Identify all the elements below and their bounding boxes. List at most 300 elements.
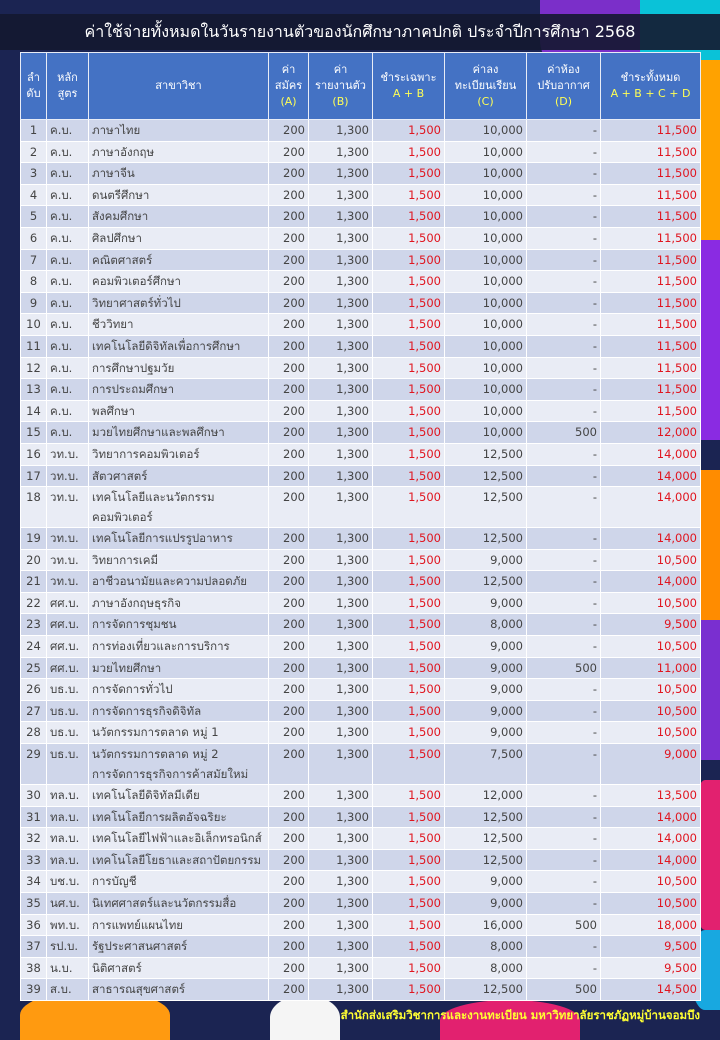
cell-total: 10,500 (601, 549, 701, 571)
cell-no: 13 (21, 379, 47, 401)
cell-total: 10,500 (601, 636, 701, 658)
page-title: ค่าใช้จ่ายทั้งหมดในวันรายงานตัวของนักศึกษาภาคปกติ ประจำปีการศึกษา 2568 (0, 14, 720, 50)
cell-course: ทล.บ. (47, 849, 89, 871)
cell-aircon-fee: - (527, 314, 601, 336)
cell-report-fee: 1,300 (309, 400, 373, 422)
cell-aircon-fee: - (527, 744, 601, 785)
cell-tuition: 9,000 (445, 592, 527, 614)
cell-no: 31 (21, 806, 47, 828)
cell-subtotal-ab: 1,500 (373, 979, 445, 1001)
cell-application-fee: 200 (269, 957, 309, 979)
cell-report-fee: 1,300 (309, 571, 373, 593)
cell-course: ศศ.บ. (47, 636, 89, 658)
cell-major: สาธารณสุขศาสตร์ (89, 979, 269, 1001)
cell-application-fee: 200 (269, 487, 309, 528)
cell-report-fee: 1,300 (309, 636, 373, 658)
cell-application-fee: 200 (269, 806, 309, 828)
cell-aircon-fee: - (527, 163, 601, 185)
table-row (21, 400, 701, 422)
cell-tuition: 10,000 (445, 314, 527, 336)
cell-report-fee: 1,300 (309, 528, 373, 550)
cell-tuition: 10,000 (445, 249, 527, 271)
cell-course: ค.บ. (47, 184, 89, 206)
cell-major: วิทยาการคอมพิวเตอร์ (89, 443, 269, 465)
cell-subtotal-ab: 1,500 (373, 785, 445, 807)
cell-aircon-fee: - (527, 549, 601, 571)
cell-report-fee: 1,300 (309, 465, 373, 487)
cell-aircon-fee: - (527, 292, 601, 314)
cell-aircon-fee: - (527, 806, 601, 828)
table-row (21, 657, 701, 679)
cell-no: 7 (21, 249, 47, 271)
cell-major: สังคมศึกษา (89, 206, 269, 228)
cell-no: 17 (21, 465, 47, 487)
cell-aircon-fee: - (527, 957, 601, 979)
cell-total: 10,500 (601, 700, 701, 722)
cell-course: ส.บ. (47, 979, 89, 1001)
cell-no: 8 (21, 271, 47, 293)
cell-total: 11,500 (601, 120, 701, 142)
cell-no: 21 (21, 571, 47, 593)
cell-no: 25 (21, 657, 47, 679)
cell-tuition: 9,000 (445, 722, 527, 744)
table-row (21, 465, 701, 487)
cell-aircon-fee: - (527, 487, 601, 528)
cell-aircon-fee: - (527, 636, 601, 658)
cell-no: 35 (21, 893, 47, 915)
cell-no: 6 (21, 227, 47, 249)
cell-course: ค.บ. (47, 400, 89, 422)
header-a: ค่า สมัคร (A) (269, 53, 309, 120)
cell-subtotal-ab: 1,500 (373, 487, 445, 528)
cell-course: ทล.บ. (47, 828, 89, 850)
cell-total: 11,500 (601, 206, 701, 228)
cell-total: 14,000 (601, 528, 701, 550)
cell-report-fee: 1,300 (309, 314, 373, 336)
cell-aircon-fee: - (527, 722, 601, 744)
table-row (21, 379, 701, 401)
cell-course: ศศ.บ. (47, 592, 89, 614)
cell-major: เทคโนโลยีดิจิทัลมีเดีย (89, 785, 269, 807)
cell-course: วท.บ. (47, 549, 89, 571)
table-row (21, 422, 701, 444)
cell-report-fee: 1,300 (309, 785, 373, 807)
cell-no: 3 (21, 163, 47, 185)
cell-major: รัฐประศาสนศาสตร์ (89, 936, 269, 958)
cell-major: การประถมศึกษา (89, 379, 269, 401)
table-body (21, 120, 701, 1001)
table-row (21, 592, 701, 614)
cell-aircon-fee: - (527, 679, 601, 701)
cell-application-fee: 200 (269, 979, 309, 1001)
cell-application-fee: 200 (269, 679, 309, 701)
cell-total: 11,500 (601, 292, 701, 314)
header-no: ลำ ดับ (21, 53, 47, 120)
cell-aircon-fee: - (527, 936, 601, 958)
cell-aircon-fee: - (527, 400, 601, 422)
cell-subtotal-ab: 1,500 (373, 849, 445, 871)
table-row (21, 828, 701, 850)
cell-course: บช.บ. (47, 871, 89, 893)
table-row (21, 722, 701, 744)
cell-tuition: 8,000 (445, 957, 527, 979)
cell-application-fee: 200 (269, 120, 309, 142)
cell-application-fee: 200 (269, 636, 309, 658)
footer-credit: สำนักส่งเสริมวิชาการและงานทะเบียน มหาวิทยาลัยราชภัฏหมู่บ้านจอมบึง (340, 1007, 700, 1022)
cell-no: 26 (21, 679, 47, 701)
cell-course: ค.บ. (47, 422, 89, 444)
cell-aircon-fee: - (527, 249, 601, 271)
cell-tuition: 9,000 (445, 871, 527, 893)
cell-course: บธ.บ. (47, 679, 89, 701)
table-row (21, 849, 701, 871)
cell-report-fee: 1,300 (309, 614, 373, 636)
cell-subtotal-ab: 1,500 (373, 141, 445, 163)
cell-application-fee: 200 (269, 163, 309, 185)
cell-course: ค.บ. (47, 357, 89, 379)
cell-total: 11,500 (601, 271, 701, 293)
cell-subtotal-ab: 1,500 (373, 571, 445, 593)
cell-no: 12 (21, 357, 47, 379)
cell-no: 28 (21, 722, 47, 744)
cell-course: ค.บ. (47, 120, 89, 142)
cell-subtotal-ab: 1,500 (373, 465, 445, 487)
cell-aircon-fee: - (527, 614, 601, 636)
cell-aircon-fee: - (527, 335, 601, 357)
table-row (21, 744, 701, 785)
cell-major: ศิลปศึกษา (89, 227, 269, 249)
cell-subtotal-ab: 1,500 (373, 163, 445, 185)
cell-application-fee: 200 (269, 465, 309, 487)
cell-total: 9,500 (601, 957, 701, 979)
cell-major: การท่องเที่ยวและการบริการ (89, 636, 269, 658)
cell-tuition: 9,000 (445, 679, 527, 701)
table-row (21, 120, 701, 142)
cell-major: เทคโนโลยีโยธาและสถาปัตยกรรม (89, 849, 269, 871)
cell-no: 23 (21, 614, 47, 636)
cell-course: ทล.บ. (47, 806, 89, 828)
cell-course: ศศ.บ. (47, 657, 89, 679)
cell-major: ภาษาอังกฤษธุรกิจ (89, 592, 269, 614)
cell-course: ทล.บ. (47, 785, 89, 807)
cell-total: 10,500 (601, 592, 701, 614)
cell-no: 22 (21, 592, 47, 614)
cell-major: การจัดการธุรกิจดิจิทัล (89, 700, 269, 722)
cell-application-fee: 200 (269, 141, 309, 163)
cell-total: 11,500 (601, 379, 701, 401)
cell-no: 18 (21, 487, 47, 528)
header-d: ค่าห้อง ปรับอากาศ (D) (527, 53, 601, 120)
cell-tuition: 10,000 (445, 163, 527, 185)
cell-major: นวัตกรรมการตลาด หมู่ 2 การจัดการธุรกิจการค้าสมัยใหม่ (89, 744, 269, 785)
cell-tuition: 10,000 (445, 227, 527, 249)
cell-aircon-fee: - (527, 871, 601, 893)
cell-subtotal-ab: 1,500 (373, 936, 445, 958)
cell-aircon-fee: - (527, 184, 601, 206)
cell-major: สัตวศาสตร์ (89, 465, 269, 487)
cell-report-fee: 1,300 (309, 184, 373, 206)
cell-tuition: 10,000 (445, 184, 527, 206)
cell-major: นิเทศศาสตร์และนวัตกรรมสื่อ (89, 893, 269, 915)
cell-no: 29 (21, 744, 47, 785)
cell-major: นิติศาสตร์ (89, 957, 269, 979)
cell-course: พท.บ. (47, 914, 89, 936)
cell-subtotal-ab: 1,500 (373, 592, 445, 614)
cell-report-fee: 1,300 (309, 744, 373, 785)
cell-subtotal-ab: 1,500 (373, 914, 445, 936)
table-row (21, 785, 701, 807)
cell-no: 34 (21, 871, 47, 893)
table-row (21, 163, 701, 185)
cell-report-fee: 1,300 (309, 443, 373, 465)
table-row (21, 357, 701, 379)
cell-total: 10,500 (601, 679, 701, 701)
cell-major: คณิตศาสตร์ (89, 249, 269, 271)
header-ab: ชำระเฉพาะ A + B (373, 53, 445, 120)
cell-report-fee: 1,300 (309, 936, 373, 958)
cell-application-fee: 200 (269, 422, 309, 444)
cell-tuition: 8,000 (445, 936, 527, 958)
cell-total: 14,000 (601, 465, 701, 487)
cell-aircon-fee: - (527, 141, 601, 163)
cell-application-fee: 200 (269, 357, 309, 379)
cell-application-fee: 200 (269, 744, 309, 785)
cell-report-fee: 1,300 (309, 206, 373, 228)
cell-application-fee: 200 (269, 271, 309, 293)
cell-major: การศึกษาปฐมวัย (89, 357, 269, 379)
cell-report-fee: 1,300 (309, 957, 373, 979)
cell-no: 20 (21, 549, 47, 571)
cell-total: 11,500 (601, 249, 701, 271)
table-row (21, 314, 701, 336)
cell-aircon-fee: - (527, 893, 601, 915)
table-row (21, 914, 701, 936)
cell-subtotal-ab: 1,500 (373, 528, 445, 550)
cell-report-fee: 1,300 (309, 700, 373, 722)
cell-subtotal-ab: 1,500 (373, 227, 445, 249)
cell-tuition: 12,000 (445, 785, 527, 807)
cell-course: บธ.บ. (47, 744, 89, 785)
cell-subtotal-ab: 1,500 (373, 957, 445, 979)
cell-tuition: 16,000 (445, 914, 527, 936)
cell-total: 14,000 (601, 828, 701, 850)
cell-tuition: 12,500 (445, 806, 527, 828)
table-row (21, 636, 701, 658)
cell-aircon-fee: - (527, 592, 601, 614)
cell-major: มวยไทยศึกษา (89, 657, 269, 679)
cell-tuition: 10,000 (445, 379, 527, 401)
cell-major: พลศึกษา (89, 400, 269, 422)
header-row (21, 53, 701, 120)
cell-tuition: 12,500 (445, 849, 527, 871)
cell-subtotal-ab: 1,500 (373, 249, 445, 271)
cell-course: ค.บ. (47, 335, 89, 357)
cell-no: 38 (21, 957, 47, 979)
table-row (21, 487, 701, 528)
cell-total: 18,000 (601, 914, 701, 936)
cell-application-fee: 200 (269, 828, 309, 850)
header-b: ค่า รายงานตัว (B) (309, 53, 373, 120)
cell-major: การจัดการชุมชน (89, 614, 269, 636)
cell-total: 11,500 (601, 357, 701, 379)
cell-major: เทคโนโลยีการผลิตอัจฉริยะ (89, 806, 269, 828)
fee-table (20, 52, 701, 1001)
cell-subtotal-ab: 1,500 (373, 379, 445, 401)
cell-no: 4 (21, 184, 47, 206)
cell-subtotal-ab: 1,500 (373, 700, 445, 722)
table-row (21, 957, 701, 979)
cell-tuition: 10,000 (445, 271, 527, 293)
cell-tuition: 9,000 (445, 549, 527, 571)
cell-total: 11,500 (601, 314, 701, 336)
table-row (21, 871, 701, 893)
cell-major: คอมพิวเตอร์ศึกษา (89, 271, 269, 293)
cell-course: ค.บ. (47, 141, 89, 163)
cell-no: 24 (21, 636, 47, 658)
cell-subtotal-ab: 1,500 (373, 314, 445, 336)
cell-course: บธ.บ. (47, 700, 89, 722)
cell-report-fee: 1,300 (309, 722, 373, 744)
cell-total: 11,500 (601, 184, 701, 206)
cell-report-fee: 1,300 (309, 679, 373, 701)
cell-application-fee: 200 (269, 549, 309, 571)
cell-total: 11,500 (601, 335, 701, 357)
table-row (21, 614, 701, 636)
cell-course: ค.บ. (47, 163, 89, 185)
cell-course: วท.บ. (47, 465, 89, 487)
cell-application-fee: 200 (269, 249, 309, 271)
cell-subtotal-ab: 1,500 (373, 657, 445, 679)
cell-major: เทคโนโลยีไฟฟ้าและอิเล็กทรอนิกส์ (89, 828, 269, 850)
cell-aircon-fee: - (527, 206, 601, 228)
cell-subtotal-ab: 1,500 (373, 828, 445, 850)
cell-course: ค.บ. (47, 379, 89, 401)
cell-no: 27 (21, 700, 47, 722)
cell-major: อาชีวอนามัยและความปลอดภัย (89, 571, 269, 593)
cell-aircon-fee: 500 (527, 422, 601, 444)
header-major: สาขาวิชา (89, 53, 269, 120)
cell-aircon-fee: - (527, 357, 601, 379)
cell-major: เทคโนโลยีดิจิทัลเพื่อการศึกษา (89, 335, 269, 357)
cell-no: 16 (21, 443, 47, 465)
table-row (21, 206, 701, 228)
table-row (21, 893, 701, 915)
cell-aircon-fee: - (527, 227, 601, 249)
cell-report-fee: 1,300 (309, 357, 373, 379)
cell-no: 10 (21, 314, 47, 336)
cell-report-fee: 1,300 (309, 849, 373, 871)
cell-subtotal-ab: 1,500 (373, 744, 445, 785)
cell-application-fee: 200 (269, 893, 309, 915)
cell-application-fee: 200 (269, 700, 309, 722)
cell-tuition: 10,000 (445, 292, 527, 314)
cell-application-fee: 200 (269, 571, 309, 593)
table-row (21, 227, 701, 249)
cell-total: 14,000 (601, 443, 701, 465)
cell-aircon-fee: - (527, 849, 601, 871)
cell-aircon-fee: - (527, 120, 601, 142)
cell-report-fee: 1,300 (309, 914, 373, 936)
cell-subtotal-ab: 1,500 (373, 443, 445, 465)
cell-report-fee: 1,300 (309, 657, 373, 679)
cell-no: 36 (21, 914, 47, 936)
table-row (21, 443, 701, 465)
cell-report-fee: 1,300 (309, 806, 373, 828)
cell-aircon-fee: 500 (527, 657, 601, 679)
cell-tuition: 12,500 (445, 528, 527, 550)
cell-application-fee: 200 (269, 206, 309, 228)
table-row (21, 806, 701, 828)
cell-course: วท.บ. (47, 487, 89, 528)
cell-report-fee: 1,300 (309, 422, 373, 444)
cell-application-fee: 200 (269, 592, 309, 614)
cell-application-fee: 200 (269, 657, 309, 679)
cell-tuition: 9,000 (445, 636, 527, 658)
cell-total: 9,000 (601, 744, 701, 785)
cell-application-fee: 200 (269, 849, 309, 871)
cell-course: ค.บ. (47, 314, 89, 336)
cell-total: 14,500 (601, 979, 701, 1001)
table-row (21, 979, 701, 1001)
cell-major: วิทยาศาสตร์ทั่วไป (89, 292, 269, 314)
cell-major: เทคโนโลยีการแปรรูปอาหาร (89, 528, 269, 550)
table-row (21, 292, 701, 314)
cell-major: การจัดการทั่วไป (89, 679, 269, 701)
cell-subtotal-ab: 1,500 (373, 357, 445, 379)
cell-report-fee: 1,300 (309, 893, 373, 915)
cell-total: 14,000 (601, 806, 701, 828)
cell-no: 37 (21, 936, 47, 958)
cell-course: ค.บ. (47, 292, 89, 314)
cell-application-fee: 200 (269, 335, 309, 357)
cell-major: ภาษาไทย (89, 120, 269, 142)
cell-major: ชีววิทยา (89, 314, 269, 336)
cell-report-fee: 1,300 (309, 828, 373, 850)
cell-report-fee: 1,300 (309, 163, 373, 185)
cell-report-fee: 1,300 (309, 292, 373, 314)
cell-total: 13,500 (601, 785, 701, 807)
cell-application-fee: 200 (269, 443, 309, 465)
cell-aircon-fee: - (527, 528, 601, 550)
cell-subtotal-ab: 1,500 (373, 292, 445, 314)
cell-total: 11,500 (601, 400, 701, 422)
cell-total: 14,000 (601, 849, 701, 871)
cell-course: ค.บ. (47, 227, 89, 249)
cell-subtotal-ab: 1,500 (373, 400, 445, 422)
cell-course: นศ.บ. (47, 893, 89, 915)
cell-report-fee: 1,300 (309, 249, 373, 271)
cell-tuition: 10,000 (445, 120, 527, 142)
cell-report-fee: 1,300 (309, 227, 373, 249)
cell-application-fee: 200 (269, 914, 309, 936)
cell-tuition: 8,000 (445, 614, 527, 636)
cell-total: 10,500 (601, 722, 701, 744)
table-row (21, 549, 701, 571)
header-c: ค่าลง ทะเบียนเรียน (C) (445, 53, 527, 120)
cell-course: วท.บ. (47, 443, 89, 465)
cell-course: ค.บ. (47, 249, 89, 271)
cell-no: 9 (21, 292, 47, 314)
cell-no: 32 (21, 828, 47, 850)
cell-application-fee: 200 (269, 184, 309, 206)
table-row (21, 679, 701, 701)
cell-subtotal-ab: 1,500 (373, 549, 445, 571)
table-row (21, 936, 701, 958)
cell-aircon-fee: - (527, 785, 601, 807)
cell-application-fee: 200 (269, 227, 309, 249)
table-row (21, 528, 701, 550)
cell-major: การแพทย์แผนไทย (89, 914, 269, 936)
